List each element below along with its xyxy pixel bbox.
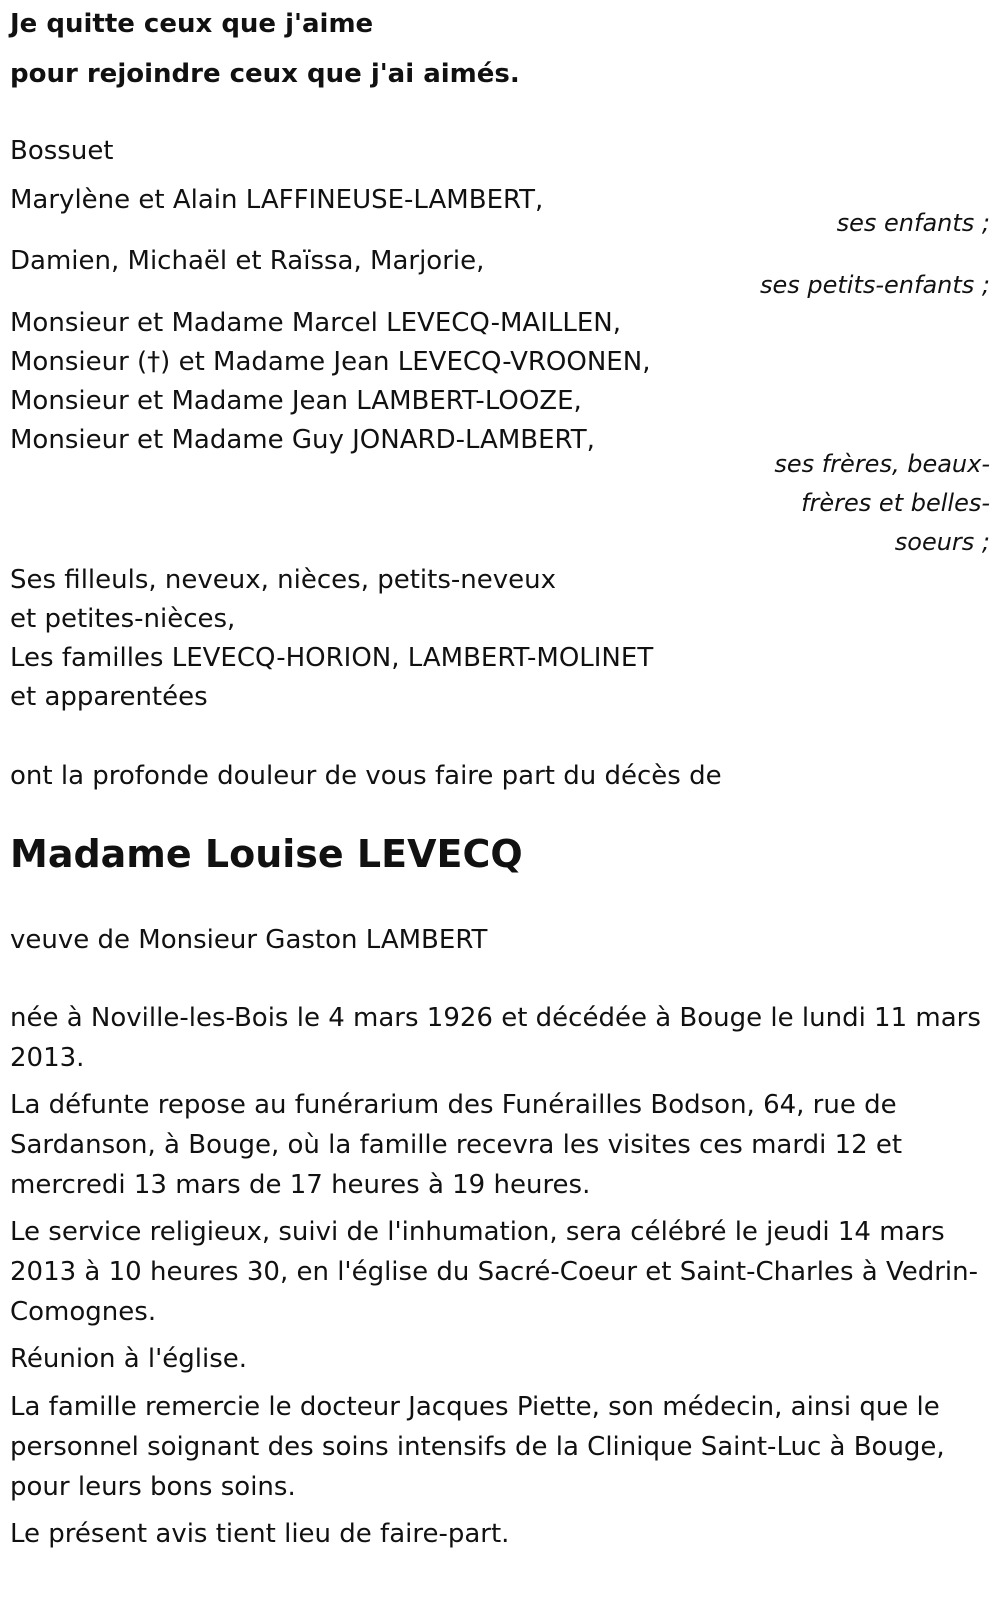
extended-family-line: Ses filleuls, neveux, nièces, petits-neveux [10, 565, 556, 595]
deceased-name: Madame Louise LEVECQ [10, 832, 523, 876]
sibling-line: Monsieur et Madame Jean LAMBERT-LOOZE, [10, 386, 582, 416]
extended-family-line: et apparentées [10, 682, 208, 712]
extended-family-line: et petites-nièces, [10, 604, 236, 634]
children-names: Marylène et Alain LAFFINEUSE-LAMBERT, [10, 185, 544, 215]
announcement-text: ont la profonde douleur de vous faire part du décès de [10, 761, 722, 791]
siblings-relation-line: ses frères, beaux- [774, 450, 990, 478]
notice-paragraph: Le présent avis tient lieu de faire-part. [10, 1519, 510, 1549]
sibling-line: Monsieur (†) et Madame Jean LEVECQ-VROONEN, [10, 347, 651, 377]
siblings-relation-line: frères et belles- [801, 489, 990, 517]
repose-paragraph: La défunte repose au funérarium des Funérailles Bodson, 64, rue de Sardanson, à Bouge, où la famille recevra les visites ces mardi 12 et mercredi 13 mars de 17 heures à 19 heures. [10, 1090, 903, 1200]
place-name: Bossuet [10, 136, 114, 166]
grandchildren-names: Damien, Michaël et Raïssa, Marjorie, [10, 246, 485, 276]
birth-death-paragraph: née à Noville-les-Bois le 4 mars 1926 et décédée à Bouge le lundi 11 mars 2013. [10, 1003, 981, 1073]
grandchildren-relation: ses petits-enfants ; [759, 271, 990, 299]
epigraph-line-2: pour rejoindre ceux que j'ai aimés. [10, 59, 520, 89]
extended-family-line: Les familles LEVECQ-HORION, LAMBERT-MOLINET [10, 643, 654, 673]
sibling-line: Monsieur et Madame Guy JONARD-LAMBERT, [10, 425, 595, 455]
service-paragraph: Le service religieux, suivi de l'inhumation, sera célébré le jeudi 14 mars 2013 à 10 heures 30, en l'église du Sacré-Coeur et Saint-Charles à Vedrin-Comognes. [10, 1217, 978, 1327]
thanks-paragraph: La famille remercie le docteur Jacques Piette, son médecin, ainsi que le personnel soignant des soins intensifs de la Clinique Saint-Luc à Bouge, pour leurs bons soins. [10, 1392, 945, 1502]
sibling-line: Monsieur et Madame Marcel LEVECQ-MAILLEN, [10, 308, 621, 338]
siblings-relation-line: soeurs ; [894, 528, 990, 556]
epigraph-line-1: Je quitte ceux que j'aime [10, 9, 374, 39]
meeting-paragraph: Réunion à l'église. [10, 1344, 248, 1374]
widow-of-text: veuve de Monsieur Gaston LAMBERT [10, 925, 488, 955]
children-relation: ses enfants ; [836, 209, 990, 237]
